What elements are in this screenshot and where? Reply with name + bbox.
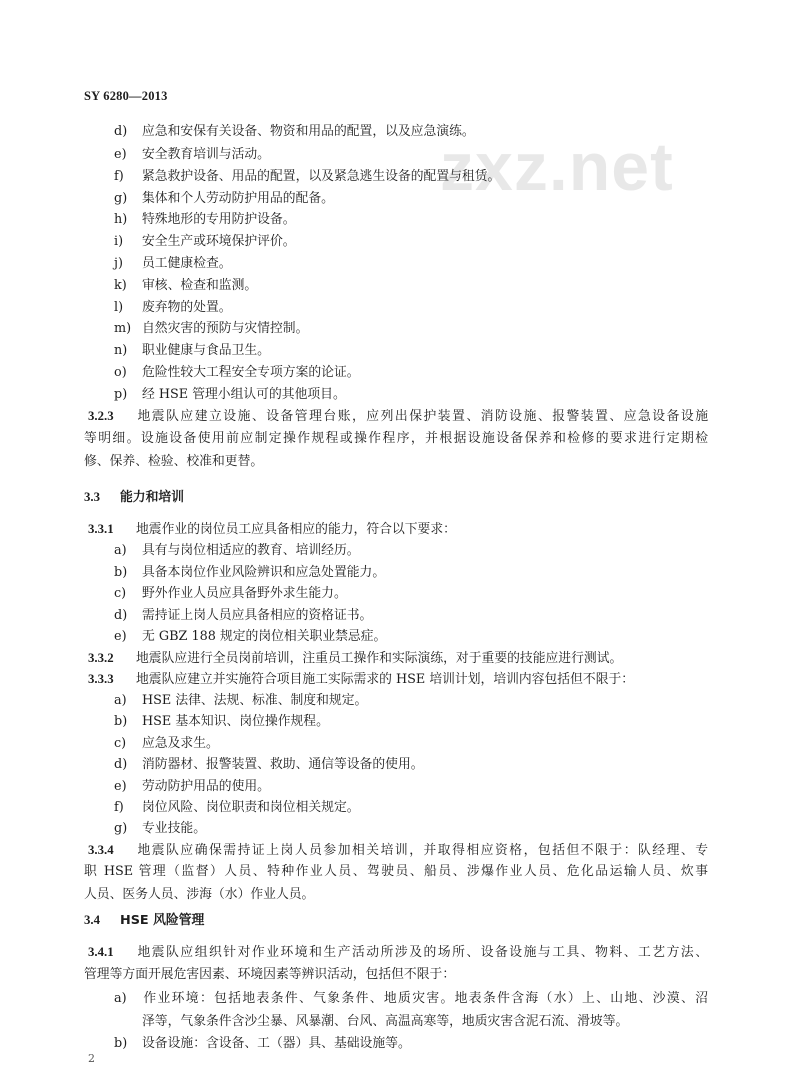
- list-item: [114, 695, 367, 708]
- list-item-text: 无 GBZ 188 规定的岗位相关职业禁忌症。: [142, 629, 387, 644]
- list-item-text: 消防器材、报警装置、救助、通信等设备的使用。: [142, 757, 424, 772]
- list-marker: f): [114, 169, 124, 184]
- section-number: 3.4: [84, 913, 100, 927]
- list-marker: d): [114, 124, 128, 139]
- list-item-text: 需持证上岗人员应具备相应的资格证书。: [142, 608, 373, 623]
- clause-text: 地震队应进行全员岗前培训，注重员工操作和实际演练，对于重要的技能应进行测试。: [136, 651, 623, 666]
- list-item-text: 经 HSE 管理小组认可的其他项目。: [142, 387, 346, 402]
- list-item: [114, 367, 360, 380]
- list-item: [114, 545, 360, 558]
- section-number: 3.3: [84, 490, 100, 504]
- list-marker: b): [114, 565, 128, 580]
- clause-3-3-4-line-2: 职 HSE 管理（监督）人员、特种作业人员、驾驶员、船员、涉爆作业人员、危化品运输人员、炊事: [84, 864, 708, 879]
- list-item: [114, 149, 270, 162]
- clause-number: 3.4.1: [88, 945, 114, 959]
- clause-text: 地震队应建立并实施符合项目施工实际需求的 HSE 培训计划，培训内容包括但不限于：: [136, 672, 635, 687]
- list-item: [114, 258, 232, 271]
- list-item-text: HSE 基本知识、岗位操作规程。: [142, 714, 329, 729]
- list-item-text: 危险性较大工程安全专项方案的论证。: [142, 365, 360, 380]
- list-item: [114, 193, 334, 206]
- clause-3-3-1: [88, 523, 456, 537]
- list-marker: p): [114, 387, 128, 402]
- list-item: [114, 126, 475, 139]
- list-marker: a): [114, 543, 127, 558]
- clause-3-2-3-line-3: 修、保养、检验、校准和更替。: [84, 454, 264, 469]
- list-item-text: 应急和安保有关设备、物资和用品的配置，以及应急演练。: [142, 124, 475, 139]
- list-item: [114, 171, 500, 184]
- list-item-text: 安全教育培训与活动。: [142, 147, 270, 162]
- clause-3-3-2: [88, 652, 622, 666]
- clause-text: 地震作业的岗位员工应具备相应的能力，符合以下要求：: [136, 522, 456, 537]
- list-marker: a): [114, 693, 127, 708]
- list-marker: g): [114, 191, 128, 206]
- clause-number: 3.3.3: [88, 672, 114, 686]
- clause-3-3-3: [88, 673, 634, 687]
- list-item-text: 应急及求生。: [142, 736, 219, 751]
- list-marker: i): [114, 234, 124, 249]
- section-heading-3-4: [84, 914, 204, 928]
- list-marker: d): [114, 608, 128, 623]
- clause-3-2-3-line-2: 等明细。设施设备使用前应制定操作规程或操作程序，并根据设施设备保养和检修的要求进行定期检: [84, 431, 708, 446]
- list-item-text: 职业健康与食品卫生。: [142, 343, 270, 358]
- list-marker: o): [114, 365, 127, 380]
- page-number: 2: [88, 1052, 95, 1065]
- list-item: [114, 631, 386, 644]
- list-marker: c): [114, 736, 127, 751]
- list-item: [114, 214, 296, 227]
- list-item: [114, 738, 219, 751]
- list-item-text: 岗位风险、岗位职责和岗位相关规定。: [142, 800, 360, 815]
- list-item: [114, 567, 385, 580]
- list-marker: e): [114, 629, 127, 644]
- list-item: [114, 802, 360, 815]
- list-item-text: 集体和个人劳动防护用品的配备。: [142, 191, 334, 206]
- list-item: [114, 781, 270, 794]
- list-item: [114, 759, 424, 772]
- list-marker: n): [114, 343, 128, 358]
- list-marker: a): [114, 991, 127, 1006]
- list-marker: b): [114, 1036, 128, 1051]
- list-item-text: 紧急救护设备、用品的配置，以及紧急逃生设备的配置与租赁。: [142, 169, 501, 184]
- list-marker: m): [114, 321, 132, 336]
- list-item-text: 废弃物的处置。: [142, 300, 232, 315]
- list-marker: g): [114, 821, 128, 836]
- clause-3-3-4-line-3: 人员、医务人员、涉海（水）作业人员。: [84, 887, 315, 902]
- clause-3-4-1-line-1: [88, 946, 708, 960]
- list-item: [114, 993, 708, 1006]
- clause-text: 地震队应确保需持证上岗人员参加相关培训，并取得相应资格，包括但不限于：队经理、专: [136, 843, 708, 858]
- list-item-text: 劳动防护用品的使用。: [142, 779, 270, 794]
- list-item: [114, 610, 372, 623]
- list-item: [114, 323, 308, 336]
- clause-3-2-3-line-1: [88, 410, 708, 424]
- standard-code-header: SY 6280—2013: [84, 89, 168, 103]
- list-item-text: 自然灾害的预防与灾情控制。: [142, 321, 309, 336]
- list-item: [114, 236, 296, 249]
- section-title: 能力和培训: [120, 490, 184, 505]
- section-heading-3-3: [84, 491, 184, 505]
- clause-3-3-4-line-1: [88, 844, 708, 858]
- clause-number: 3.3.2: [88, 651, 114, 665]
- list-item-text: 专业技能。: [142, 821, 206, 836]
- list-item-text: 安全生产或环境保护评价。: [142, 234, 296, 249]
- clause-3-4-1-line-2: 管理等方面开展危害因素、环境因素等辨识活动，包括但不限于：: [84, 967, 456, 982]
- list-marker: e): [114, 779, 127, 794]
- list-item: [114, 1038, 411, 1051]
- list-marker: h): [114, 212, 128, 227]
- clause-text: 地震队应建立设施、设备管理台账，应列出保护装置、消防设施、报警装置、应急设备设施: [136, 409, 708, 424]
- list-item-text: 员工健康检查。: [142, 256, 232, 271]
- watermark: zxz.net: [440, 129, 674, 205]
- list-marker: k): [114, 278, 127, 293]
- list-item: [114, 280, 257, 293]
- clause-text: 地震队应组织针对作业环境和生产活动所涉及的场所、设备设施与工具、物料、工艺方法、: [136, 945, 708, 960]
- list-item-text: 特殊地形的专用防护设备。: [142, 212, 296, 227]
- list-item: [114, 345, 270, 358]
- list-marker: d): [114, 757, 128, 772]
- list-marker: j): [114, 256, 123, 271]
- list-item: [114, 588, 347, 601]
- list-marker: b): [114, 714, 128, 729]
- list-item-continuation: 泽等，气象条件含沙尘暴、风暴潮、台风、高温高寒等，地质灾害含泥石流、滑坡等。: [142, 1014, 629, 1029]
- list-item-text: 野外作业人员应具备野外求生能力。: [142, 586, 347, 601]
- list-marker: l): [114, 300, 124, 315]
- list-item: [114, 716, 329, 729]
- list-marker: e): [114, 147, 127, 162]
- list-item: [114, 823, 206, 836]
- clause-number: 3.2.3: [88, 409, 114, 423]
- list-item-text: 具有与岗位相适应的教育、培训经历。: [142, 543, 360, 558]
- list-item-text: 设备设施：含设备、工（器）具、基础设施等。: [142, 1036, 411, 1051]
- clause-number: 3.3.4: [88, 843, 114, 857]
- list-item: [114, 389, 346, 402]
- list-item-text: HSE 法律、法规、标准、制度和规定。: [142, 693, 368, 708]
- list-item-text: 作业环境：包括地表条件、气象条件、地质灾害。地表条件含海（水）上、山地、沙漠、沼: [142, 991, 708, 1006]
- list-item: [114, 302, 232, 315]
- list-item-text: 审核、检查和监测。: [142, 278, 258, 293]
- list-marker: f): [114, 800, 124, 815]
- list-marker: c): [114, 586, 127, 601]
- list-item-text: 具备本岗位作业风险辨识和应急处置能力。: [142, 565, 386, 580]
- section-title: HSE 风险管理: [120, 913, 205, 928]
- clause-number: 3.3.1: [88, 522, 114, 536]
